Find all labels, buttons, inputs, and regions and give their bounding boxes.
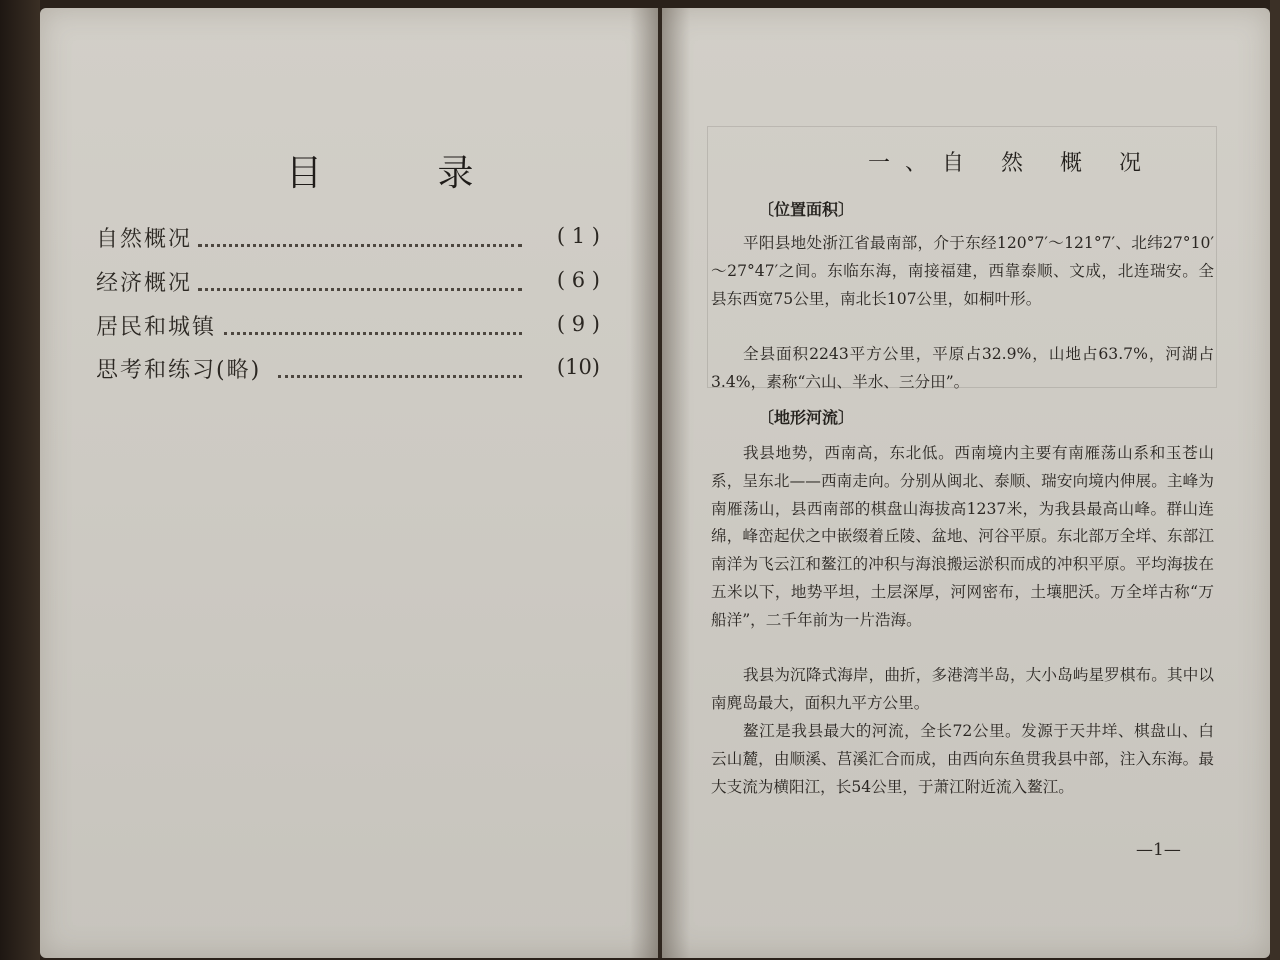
toc-leader-dots <box>278 365 522 378</box>
page-number: —1— <box>1136 840 1181 860</box>
paragraph: 我县地势，西南高，东北低。西南境内主要有南雁荡山系和玉苍山系，呈东北——西南走向。分别从闽北、泰顺、瑞安向境内伸展。主峰为南雁荡山，县西南部的棋盘山海拔高1237米，为我县最高山峰。群山连绵，峰峦起伏之中嵌缀着丘陵、盆地、河谷平原。东北部万全垟、东部江南洋为飞云江和鳌江的冲积与海浪搬运淤积而成的冲积平原。平均海拔在五米以下，地势平坦，土层深厚，河网密布，土壤肥沃。万全垟古称“万船洋”，二千年前为一片浩海。 <box>711 444 1214 629</box>
toc-item[interactable] <box>96 222 600 262</box>
toc-title: 目 录 <box>286 153 526 194</box>
toc-item-page: ( 6 ) <box>556 268 600 292</box>
paragraph: 我县为沉降式海岸，曲折，多港湾半岛，大小岛屿星罗棋布。其中以南麂岛最大，面积九平方公里。 <box>711 666 1214 712</box>
toc-item[interactable] <box>96 353 600 393</box>
toc-item-label: 居民和城镇 <box>96 315 217 340</box>
paragraph: 全县面积2243平方公里，平原占32.9%，山地占63.7%，河湖占3.4%，素称“六山、半水、三分田”。 <box>711 345 1214 391</box>
section-heading: 〔位置面积〕 <box>758 200 855 219</box>
toc-item-page: ( 1 ) <box>556 224 600 248</box>
book-edge-left <box>0 0 40 960</box>
toc-item-label: 思考和练习(略) <box>96 358 262 383</box>
section-heading: 〔地形河流〕 <box>758 408 855 427</box>
book-gutter <box>630 8 690 958</box>
toc-leader-dots <box>198 234 522 247</box>
chapter-title: 一、自 然 概 况 <box>868 151 1156 176</box>
toc-item[interactable] <box>96 310 600 350</box>
toc-item-label: 经济概况 <box>96 271 193 296</box>
book-edge-right <box>1270 0 1280 960</box>
toc-leader-dots <box>198 278 522 291</box>
toc-item-page: ( 9 ) <box>556 312 600 336</box>
paragraph: 平阳县地处浙江省最南部，介于东经120°7′～121°7′、北纬27°10′～27°47′之间。东临东海，南接福建，西靠泰顺、文成，北连瑞安。全县东西宽75公里，南北长107公里，如桐叶形。 <box>711 234 1214 308</box>
toc-item-page: (10) <box>556 355 600 379</box>
toc-item[interactable] <box>96 266 600 306</box>
toc-leader-dots <box>224 322 522 335</box>
toc-item-label: 自然概况 <box>96 227 193 252</box>
paragraph: 鳌江是我县最大的河流，全长72公里。发源于天井垟、棋盘山、白云山麓，由顺溪、莒溪汇合而成，由西向东鱼贯我县中部，注入东海。最大支流为横阳江，长54公里，于萧江附近流入鳌江。 <box>711 722 1214 796</box>
